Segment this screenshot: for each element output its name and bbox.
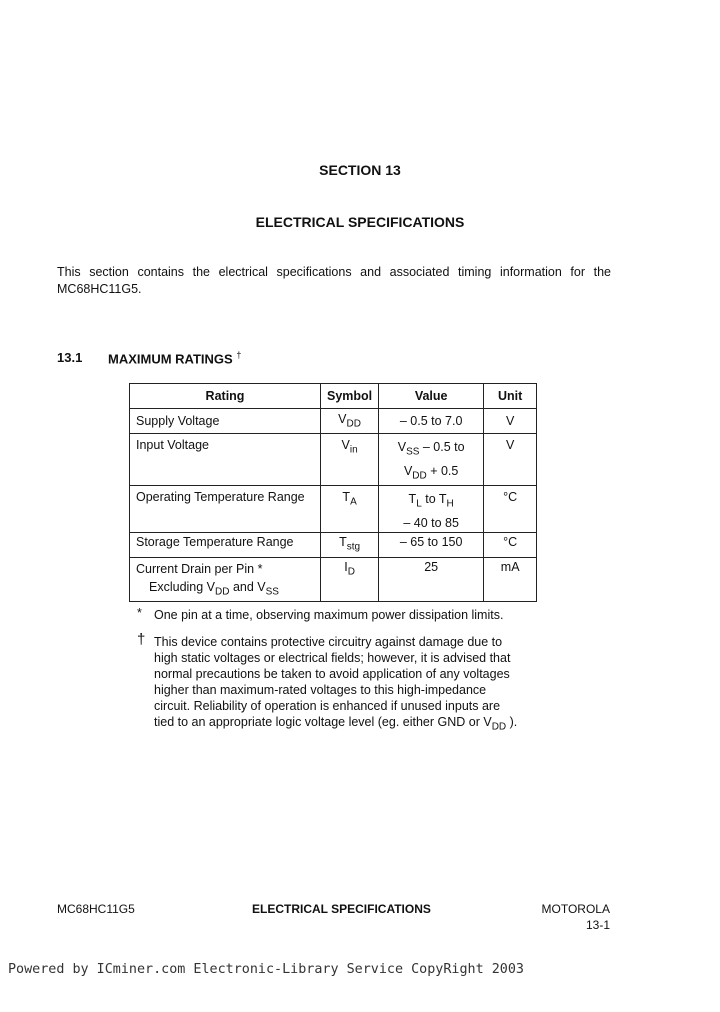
col-rating: Rating [130, 384, 321, 409]
symbol-cell: $I_D$ [321, 557, 379, 602]
table-row [130, 532, 537, 557]
footer-page-number: 13-1 [585, 918, 610, 932]
unit-cell: V [484, 409, 537, 434]
powered-by-banner: Powered by ICminer.com Electronic-Library Service CopyRight 2003 [8, 962, 524, 977]
unit-cell: °C [484, 532, 537, 557]
maximum-ratings-table [129, 383, 537, 602]
rating-cell: Storage Temperature Range [130, 532, 321, 557]
rating-cell: Current Drain per Pin * Excluding $V_{DD}$ and $V_{SS}$ [130, 557, 321, 602]
dagger-mark: † [137, 631, 146, 648]
table-header-row [130, 384, 537, 409]
section-subtitle: ELECTRICAL SPECIFICATIONS [255, 214, 465, 230]
value-cell: – 65 to 150 [379, 532, 484, 557]
rating-cell: Supply Voltage [130, 409, 321, 434]
col-symbol: Symbol [321, 384, 379, 409]
table-row [130, 557, 537, 602]
symbol-cell: $T_{stg}$ [321, 532, 379, 557]
subsection-title: MAXIMUM RATINGS † [108, 350, 242, 367]
table-row [130, 434, 537, 486]
rating-cell: Input Voltage [130, 434, 321, 486]
footnote-star [137, 607, 557, 625]
footnote-star-text: One pin at a time, observing maximum power dissipation limits. [154, 608, 504, 622]
footnote-dagger-text: This device contains protective circuitry against damage due to high static voltages or electrical fields; however, it is advised that normal precautions be taken to avoid application of any voltages higher than maximum-rated voltages to this high-impedance circuit. Reliability of operation is enhanced if unused inputs are tied to an appropriate logic voltage level (eg. either GND or $V_{DD}$ ). [154, 635, 518, 733]
unit-cell: V [484, 434, 537, 486]
intro-paragraph: This section contains the electrical specifications and associated timing information for the MC68HC11G5. [57, 265, 611, 296]
star-mark: * [137, 606, 142, 620]
table-row [130, 409, 537, 434]
value-cell: $V_{SS} - 0.5$ to $V_{DD} + 0.5$ [379, 434, 484, 486]
footer-brand: MOTOROLA [541, 902, 610, 916]
col-value: Value [379, 384, 484, 409]
rating-cell: Operating Temperature Range [130, 486, 321, 533]
value-cell: 25 [379, 557, 484, 602]
value-cell: – 0.5 to 7.0 [379, 409, 484, 434]
col-unit: Unit [484, 384, 537, 409]
footnote-dagger [137, 631, 557, 734]
footer-part-number: MC68HC11G5 [57, 902, 135, 916]
table-row [130, 486, 537, 533]
unit-cell: °C [484, 486, 537, 533]
symbol-cell: $T_A$ [321, 486, 379, 533]
subsection-number: 13.1 [57, 350, 83, 365]
section-title: SECTION 13 [319, 162, 401, 178]
footer-section-name: ELECTRICAL SPECIFICATIONS [252, 902, 431, 916]
symbol-cell: $V_{in}$ [321, 434, 379, 486]
dagger-ref: † [236, 350, 242, 360]
unit-cell: mA [484, 557, 537, 602]
value-cell: $T_L$ to $T_H$ – 40 to 85 [379, 486, 484, 533]
symbol-cell: $V_{DD}$ [321, 409, 379, 434]
